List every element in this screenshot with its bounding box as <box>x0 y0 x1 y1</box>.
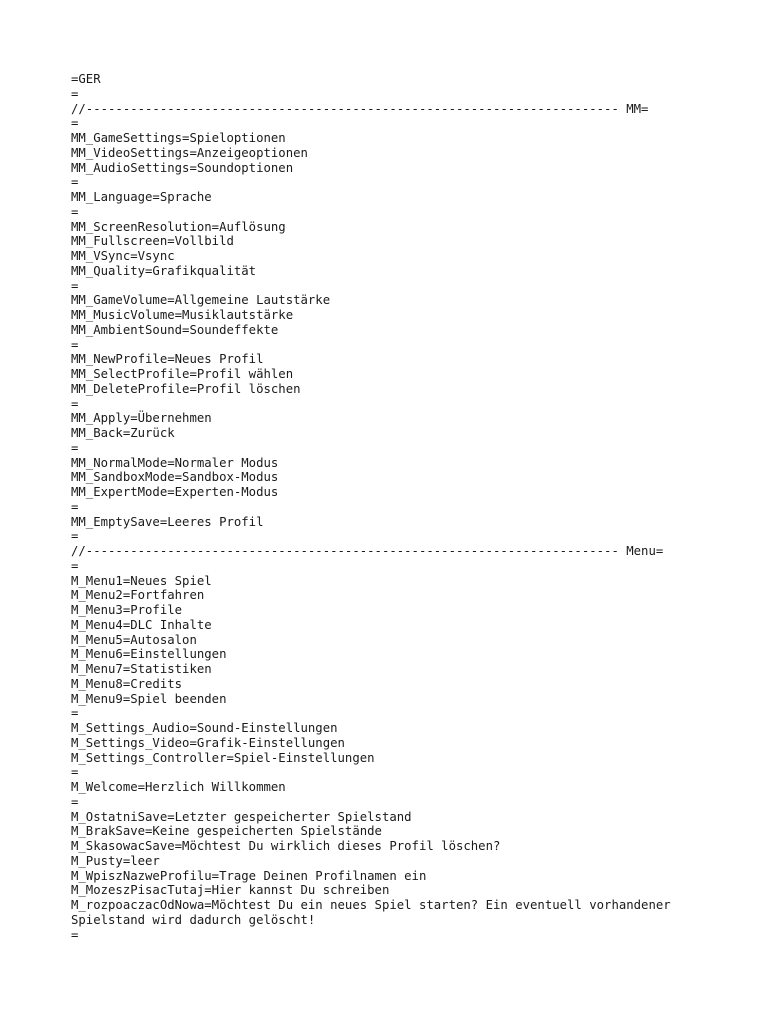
text-line: M_Menu4=DLC Inhalte <box>71 617 212 632</box>
section-divider-menu: //------------------------------------------------------------------------ Menu= <box>71 544 664 558</box>
text-line: Spielstand wird dadurch gelöscht! <box>71 912 316 927</box>
text-line: = <box>71 116 79 131</box>
text-line: =GER <box>71 72 101 86</box>
text-line: MM_Fullscreen=Vollbild <box>71 234 234 249</box>
text-line: M_Menu9=Spiel beenden <box>71 691 227 706</box>
text-line: MM_Quality=Grafikqualität <box>71 263 257 278</box>
text-line: MM_AudioSettings=Soundoptionen <box>71 160 294 175</box>
text-line: MM_Apply=Übernehmen <box>71 411 212 426</box>
text-line: = <box>71 86 79 101</box>
text-line: = <box>71 175 79 190</box>
document-page <box>71 72 751 942</box>
text-line: MM_NormalMode=Normaler Modus <box>71 455 279 470</box>
text-line: MM_Language=Sprache <box>71 190 212 204</box>
text-line: M_SkasowacSave=Möchtest Du wirklich dieses Profil löschen? <box>71 839 501 853</box>
text-line: MM_ExpertMode=Experten-Modus <box>71 485 279 499</box>
text-line: MM_EmptySave=Leeres Profil <box>71 514 264 529</box>
text-line: = <box>71 529 79 544</box>
text-line: M_WpiszNazweProfilu=Trage Deinen Profilnamen ein <box>71 868 427 883</box>
text-line: MM_DeleteProfile=Profil löschen <box>71 381 301 396</box>
text-line: M_Menu6=Einstellungen <box>71 647 227 662</box>
text-line: = <box>71 794 79 809</box>
text-line: M_BrakSave=Keine gespeicherten Spielstände <box>71 824 382 839</box>
text-line: M_Settings_Video=Grafik-Einstellungen <box>71 735 345 750</box>
text-line: M_rozpoaczacOdNowa=Möchtest Du ein neues Spiel starten? Ein eventuell vorhandener <box>71 898 671 912</box>
text-line: M_Menu2=Fortfahren <box>71 588 205 603</box>
text-line: = <box>71 396 79 411</box>
text-line: MM_NewProfile=Neues Profil <box>71 352 264 367</box>
text-line: M_Welcome=Herzlich Willkommen <box>71 780 286 794</box>
text-line: M_Menu8=Credits <box>71 676 183 691</box>
text-line: = <box>71 558 79 573</box>
text-line: M_MozeszPisacTutaj=Hier kannst Du schreiben <box>71 883 390 898</box>
text-line: = <box>71 499 79 514</box>
text-line: M_Menu5=Autosalon <box>71 632 197 647</box>
text-line: MM_Back=Zurück <box>71 426 175 440</box>
text-line: M_Menu3=Profile <box>71 603 183 617</box>
text-line: MM_ScreenResolution=Auflösung <box>71 219 286 234</box>
text-line: MM_SelectProfile=Profil wählen <box>71 367 294 381</box>
text-line: MM_SandboxMode=Sandbox-Modus <box>71 470 279 485</box>
text-line: M_Settings_Audio=Sound-Einstellungen <box>71 721 338 735</box>
text-line: = <box>71 337 79 352</box>
text-line: MM_MusicVolume=Musiklautstärke <box>71 308 294 322</box>
section-divider-mm: //------------------------------------------------------------------------ MM= <box>71 101 649 116</box>
text-line: M_Pusty=leer <box>71 853 160 868</box>
text-line: MM_GameSettings=Spieloptionen <box>71 131 286 145</box>
text-line: = <box>71 204 79 219</box>
text-line: M_OstatniSave=Letzter gespeicherter Spielstand <box>71 809 412 824</box>
text-line: M_Settings_Controller=Spiel-Einstellungen <box>71 750 375 765</box>
text-line: MM_VideoSettings=Anzeigeoptionen <box>71 145 308 160</box>
text-line: MM_VSync=Vsync <box>71 249 175 263</box>
text-line: M_Menu1=Neues Spiel <box>71 573 212 588</box>
text-line: = <box>71 927 79 942</box>
text-line: = <box>71 706 79 721</box>
text-line: MM_AmbientSound=Soundeffekte <box>71 322 279 337</box>
text-line: MM_GameVolume=Allgemeine Lautstärke <box>71 293 331 308</box>
text-line: = <box>71 765 79 780</box>
text-line: = <box>71 278 79 293</box>
text-line: = <box>71 440 79 455</box>
text-line: M_Menu7=Statistiken <box>71 662 212 676</box>
